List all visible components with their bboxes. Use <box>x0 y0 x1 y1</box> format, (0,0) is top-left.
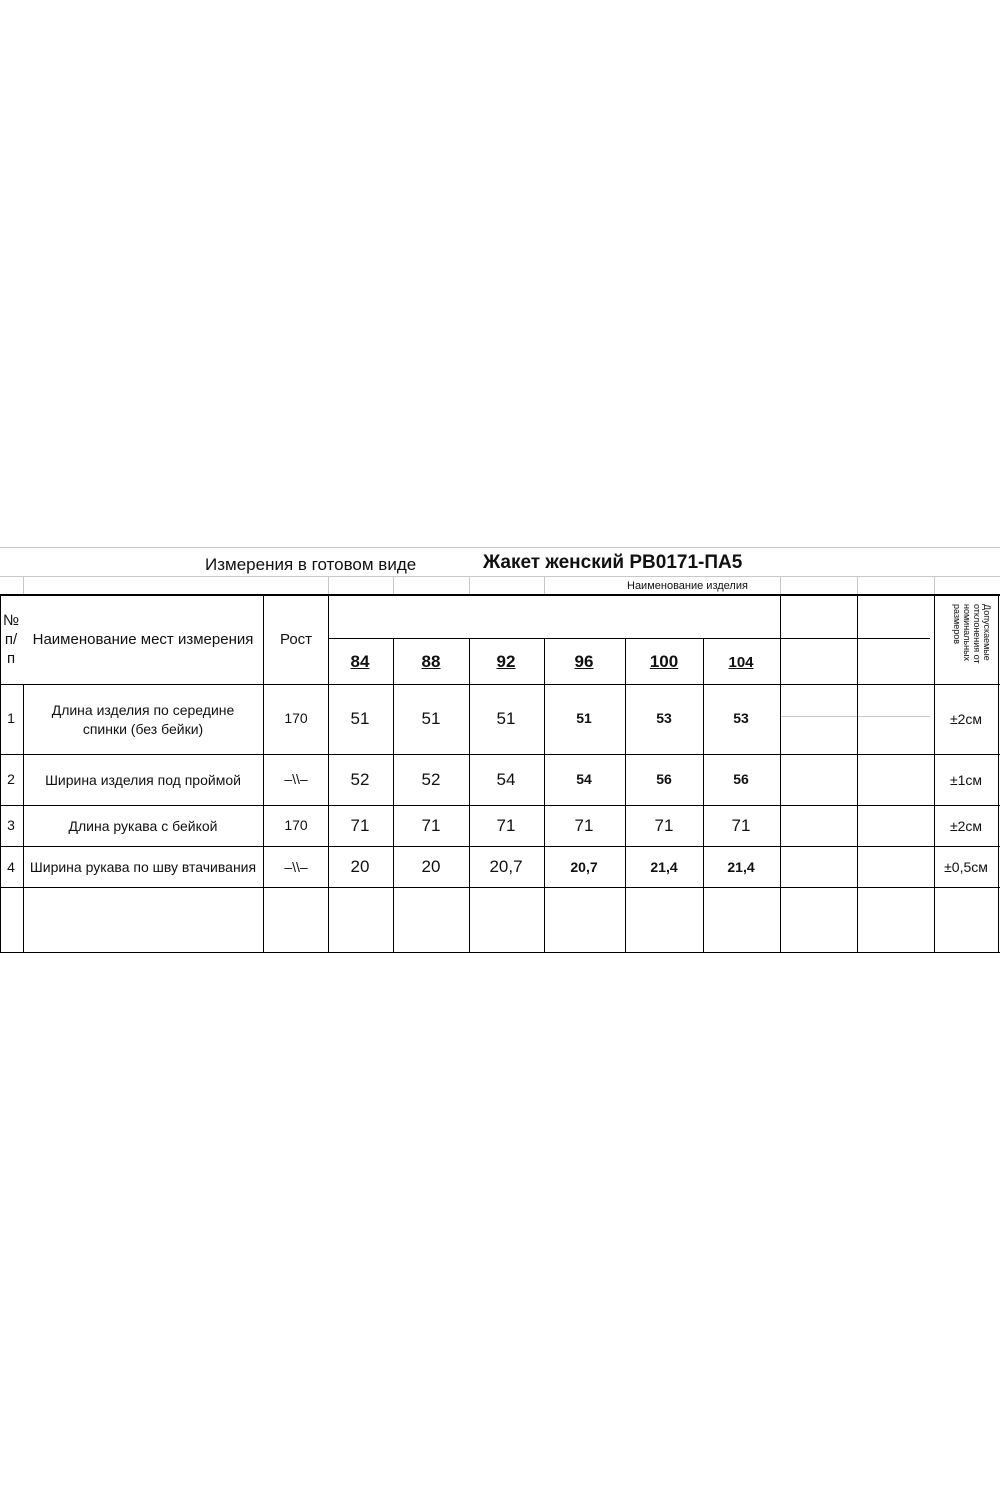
row-value: 53 <box>656 710 672 726</box>
row-tolerance: ±2см <box>949 818 983 834</box>
row-number: 3 <box>7 817 15 833</box>
size-header: 104 <box>728 654 754 671</box>
size-header: 96 <box>574 652 594 671</box>
row-value: 20,7 <box>489 857 523 876</box>
row-value: 20 <box>421 857 441 876</box>
row-value: 21,4 <box>650 859 678 875</box>
tolerance-header-line: Допускаемые <box>982 604 992 661</box>
row-height: 170 <box>284 817 308 833</box>
tolerance-header-line: отклонения от <box>972 604 982 664</box>
row-name-line: спинки (без бейки) <box>82 721 204 737</box>
size-header: 88 <box>421 652 441 671</box>
row-value: 20,7 <box>570 859 598 875</box>
row-tolerance: ±1см <box>949 772 983 788</box>
row-value: 20 <box>350 857 370 876</box>
header-height: Рост <box>279 631 313 648</box>
row-value: 51 <box>421 709 441 728</box>
row-value: 53 <box>733 710 749 726</box>
row-value: 71 <box>421 816 441 835</box>
header-number-line: п/ <box>4 631 18 648</box>
row-height: –\\– <box>284 771 308 787</box>
row-value: 54 <box>576 771 592 787</box>
size-header: 100 <box>649 652 679 671</box>
tolerance-header-line: номинальных <box>962 604 972 662</box>
row-value: 71 <box>574 816 594 835</box>
row-value: 52 <box>350 770 370 789</box>
row-value: 56 <box>733 771 749 787</box>
product-label: Наименование изделия <box>627 580 748 592</box>
header-measurement-name: Наименование мест измерения <box>32 631 254 648</box>
header-number-line: № <box>2 612 20 629</box>
row-value: 51 <box>350 709 370 728</box>
row-number: 4 <box>7 859 15 875</box>
tolerance-header-line: размеров <box>952 604 962 645</box>
row-number: 1 <box>7 710 15 726</box>
row-value: 71 <box>496 816 516 835</box>
row-number: 2 <box>7 771 15 787</box>
row-height: 170 <box>284 710 308 726</box>
row-value: 51 <box>576 710 592 726</box>
row-tolerance: ±0,5см <box>944 859 988 875</box>
size-header: 92 <box>496 652 516 671</box>
row-value: 71 <box>350 816 370 835</box>
row-name-line: Ширина изделия под проймой <box>45 772 241 788</box>
header-number-line: п <box>6 650 16 667</box>
row-value: 56 <box>656 771 672 787</box>
sheet-subtitle: Измерения в готовом виде <box>205 555 417 574</box>
row-value: 71 <box>654 816 674 835</box>
row-height: –\\– <box>284 859 308 875</box>
row-value: 54 <box>496 770 516 789</box>
row-value: 51 <box>496 709 516 728</box>
row-name-line: Длина рукава с бейкой <box>68 818 218 834</box>
row-value: 52 <box>421 770 441 789</box>
row-name-line: Ширина рукава по шву втачивания <box>29 859 257 875</box>
row-name-line: Длина изделия по середине <box>51 702 235 718</box>
row-value: 21,4 <box>727 859 755 875</box>
size-header: 84 <box>350 652 370 671</box>
row-value: 71 <box>731 816 751 835</box>
product-title: Жакет женский PB0171-ПА5 <box>483 552 743 573</box>
row-tolerance: ±2см <box>949 711 983 727</box>
tolerance-header <box>930 602 1000 680</box>
